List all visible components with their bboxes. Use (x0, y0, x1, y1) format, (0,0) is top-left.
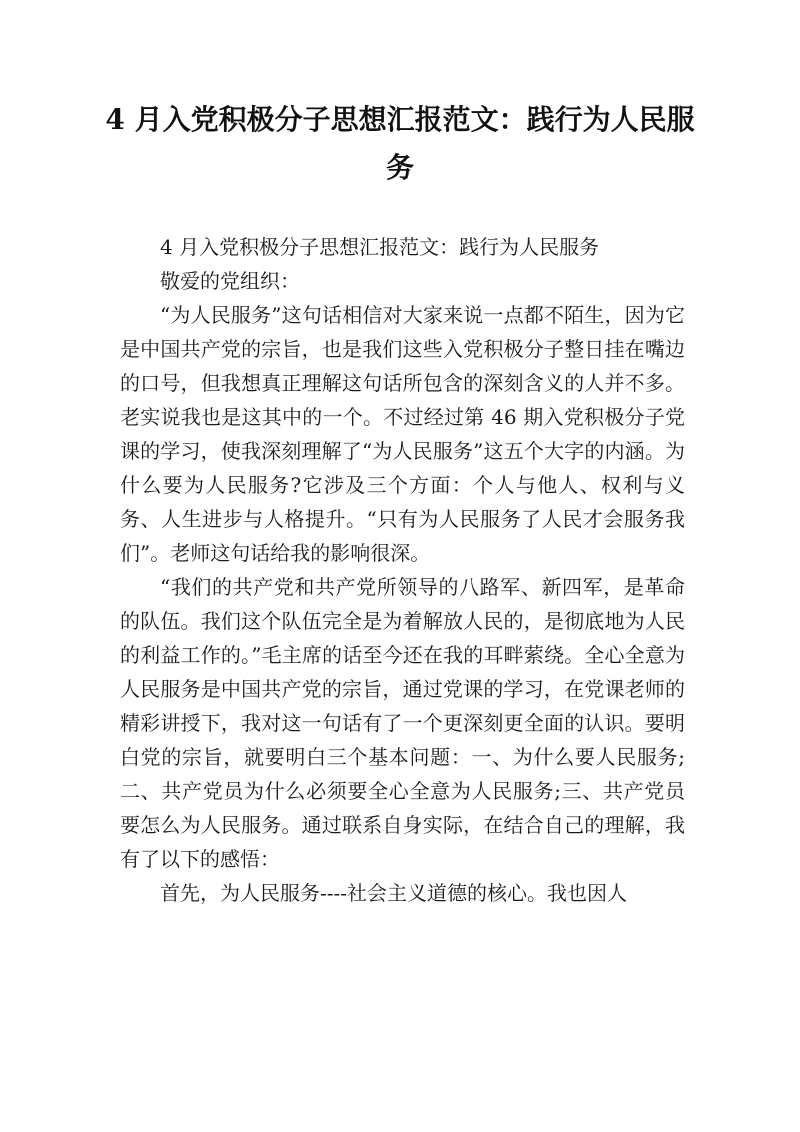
document-title: 4 月入党积极分子思想汇报范文：践行为人民服务 (105, 103, 695, 184)
document-body (120, 230, 685, 910)
paragraph-salutation: 敬爱的党组织： (160, 269, 300, 293)
paragraph-3: 首先，为人民服务----社会主义道德的核心。我也因人 (160, 881, 628, 905)
paragraph-1: “为人民服务”这句话相信对大家来说一点都不陌生，因为它是中国共产党的宗旨，也是我们这些入党积极分子整日挂在嘴边的口号，但我想真正理解这句话所包含的深刻含义的人并不多。老实说我也是这其中的一个。不过经过第 46 期入党积极分子党课的学习，使我深刻理解了“为人民服务”这五个大字的内涵。为什么要为人民服务?它涉及三个方面：个人与他人、权利与义务、人生进步与人格提升。“只有为人民服务了人民才会服务我们”。老师这句话给我的影响很深。 (120, 303, 685, 565)
paragraph-subtitle: 4 月入党积极分子思想汇报范文：践行为人民服务 (160, 235, 600, 259)
paragraph-2: “我们的共产党和共产党所领导的八路军、新四军，是革命的队伍。我们这个队伍完全是为着解放人民的，是彻底地为人民的利益工作的。”毛主席的话至今还在我的耳畔萦绕。全心全意为人民服务是中国共产党的宗旨，通过党课的学习，在党课老师的精彩讲授下，我对这一句话有了一个更深刻更全面的认识。要明白党的宗旨，就要明白三个基本问题：一、为什么要人民服务;二、共产党员为什么必须要全心全意为人民服务;三、共产党员要怎么为人民服务。通过联系自身实际，在结合自己的理解，我有了以下的感悟： (120, 575, 685, 871)
